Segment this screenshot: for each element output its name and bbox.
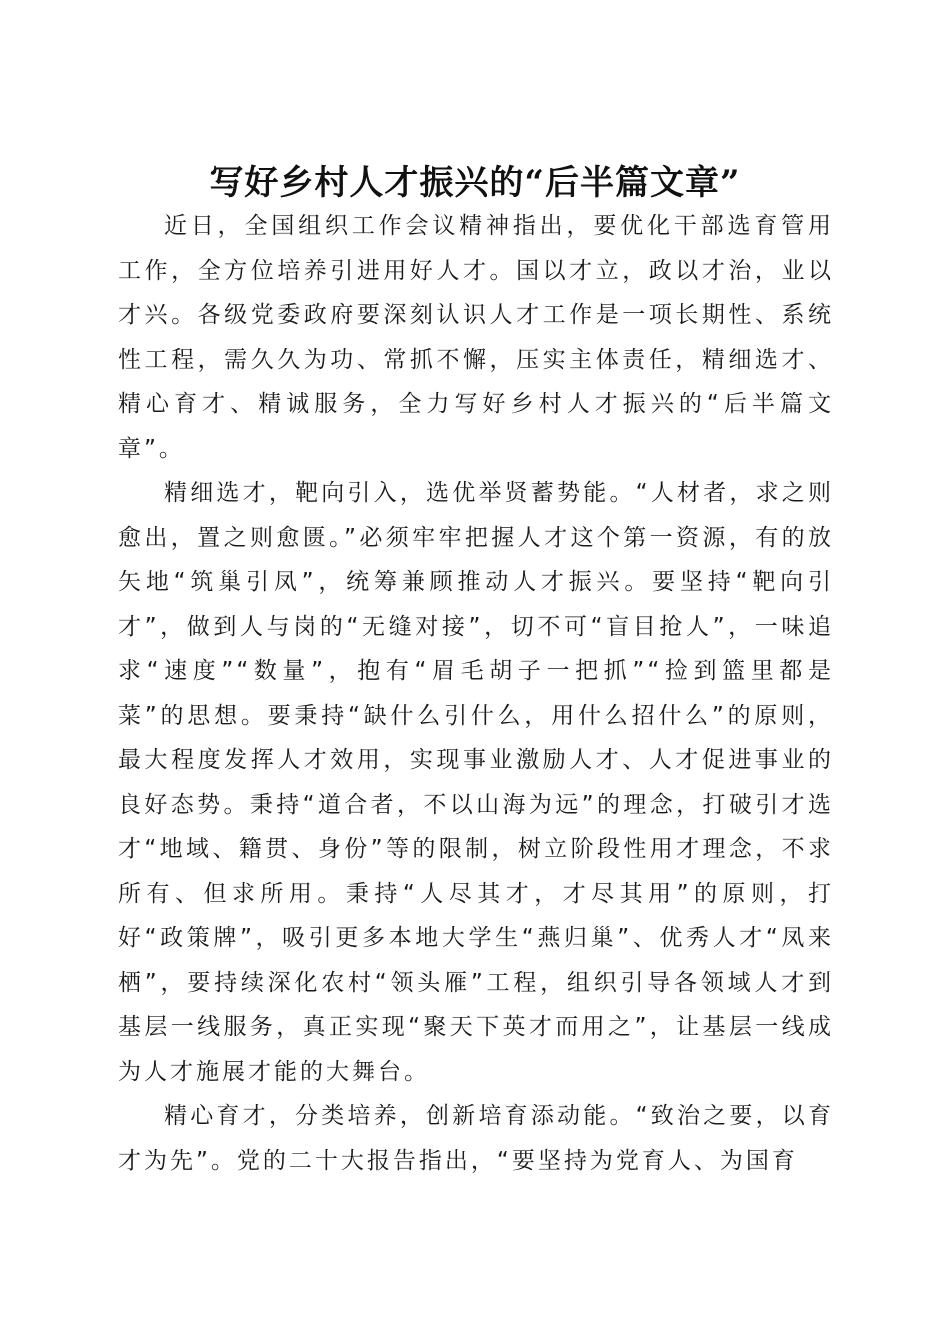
document-title: 写好乡村人才振兴的“后半篇文章” bbox=[209, 162, 741, 203]
paragraph-2: 精细选才，靶向引入，选优举贤蓄势能。“人材者，求之则愈出，置之则愈匮。”必须牢牢把握人才这个第一资源，有的放矢地“筑巢引凤”，统筹兼顾推动人才振兴。要坚持“靶向引才”，做到人与岗的“无缝对接”，切不可“盲目抢人”，一味追求“速度”“数量”，抱有“眉毛胡子一把抓”“捡到篮里都是菜”的思想。要秉持“缺什么引什么，用什么招什么”的原则，最大程度发挥人才效用，实现事业激励人才、人才促进事业的良好态势。秉持“道合者，不以山海为远”的理念，打破引才选才“地域、籍贯、身份”等的限制，树立阶段性用才理念，不求所有、但求所用。秉持“人尽其才，才尽其用”的原则，打好“政策牌”，吸引更多本地大学生“燕归巢”、优秀人才“凤来栖”，要持续深化农村“领头雁”工程，组织引导各领域人才到基层一线服务，真正实现“聚天下英才而用之”，让基层一线成为人才施展才能的大舞台。 bbox=[118, 480, 834, 1085]
document-body bbox=[118, 204, 834, 1183]
paragraph-3: 精心育才，分类培养，创新培育添动能。“致治之要，以育才为先”。党的二十大报告指出，“要坚持为党育人、为国育 bbox=[118, 1103, 834, 1174]
paragraph-1: 近日，全国组织工作会议精神指出，要优化干部选育管用工作，全方位培养引进用好人才。国以才立，政以才治，业以才兴。各级党委政府要深刻认识人才工作是一项长期性、系统性工程，需久久为功、常抓不懈，压实主体责任，精细选才、精心育才、精诚服务，全力写好乡村人才振兴的“后半篇文章”。 bbox=[118, 213, 834, 462]
